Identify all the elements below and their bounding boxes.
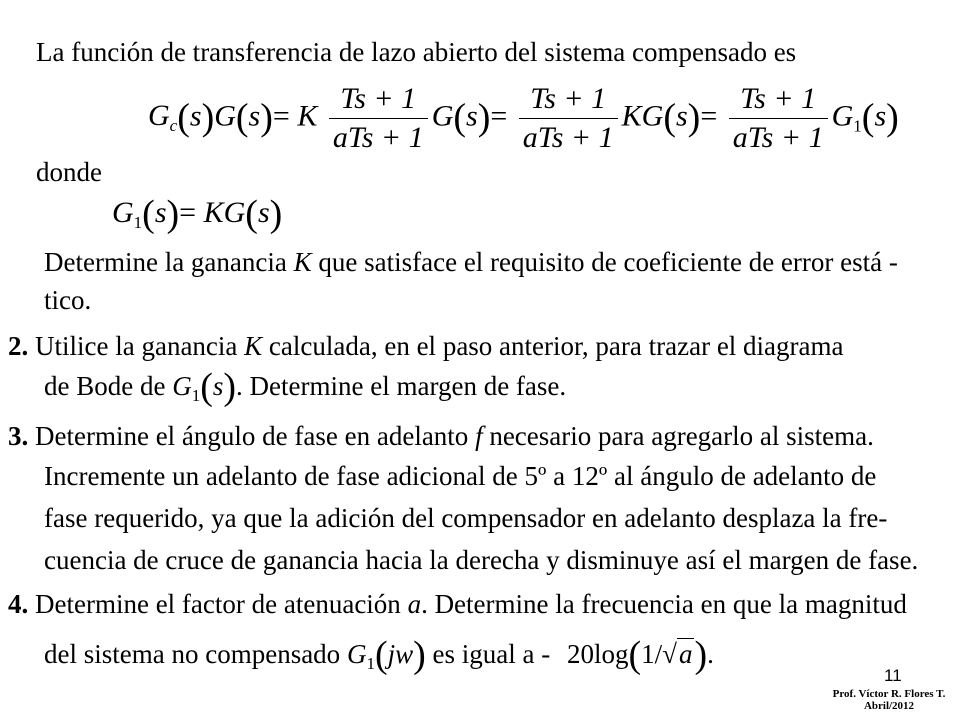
step4-line2: del sistema no compensado $G_1(jw)$ es igual a - 20log(1/√a). [44, 634, 714, 676]
step3-line4: cuencia de cruce de ganancia hacia la derecha y disminuye así el margen de fase. [44, 545, 919, 575]
step2-line2: de Bode de $G_1(s)$. Determine el margen de fase. [44, 366, 567, 408]
step2-number: 2. [8, 331, 29, 361]
donde-text: donde [36, 157, 102, 187]
page-number: 11 [884, 666, 902, 685]
step3-line1: 3. Determine el ángulo de fase en adelanto f necesario para agregarlo al sistema. [8, 421, 874, 451]
transfer-equation: $G_c(s)G(s)= K$ $\frac{Ts + 1}{\text{aTs + 1}}$ G(s)= $\frac{Ts + 1}{\text{aTs + 1}}$ KG(s)= $\frac{Ts + 1}{\text{aTs + 1}}$ $G_1(s)$ [148, 82, 899, 154]
step3-line3: fase requerido, ya que la adición del compensador en adelanto desplaza la fre- [44, 503, 888, 533]
eq1-fraction-2: $\frac{Ts + 1}{\text{aTs + 1}}$ [519, 82, 618, 155]
eq1-fraction-1: $\frac{Ts + 1}{\text{aTs + 1}}$ [329, 82, 428, 155]
step1-line2: tico. [44, 285, 92, 315]
attenuation-expression: 20log(1/√a) [566, 634, 708, 676]
step4-number: 4. [8, 589, 29, 619]
intro-text: La función de transferencia de lazo abierto del sistema compensado es [36, 37, 797, 67]
step3-number: 3. [8, 421, 29, 451]
g1-equation: $G_1(s)= KG(s)$ [112, 193, 283, 235]
eq1-gc: $G_c$ [148, 99, 178, 136]
step4-line1: 4. Determine el factor de atenuación a. Determine la frecuencia en que la magnitud [8, 589, 907, 619]
author-date: Abril/2012 [863, 700, 915, 712]
eq1-fraction-3: $\frac{Ts + 1}{\text{aTs + 1}}$ [729, 82, 828, 155]
author-credit [826, 688, 952, 712]
step2-line1: 2. Utilice la ganancia K calculada, en el paso anterior, para trazar el diagrama [8, 331, 844, 361]
step3-line2: Incremente un adelanto de fase adicional de 5º a 12º al ángulo de adelanto de [44, 461, 877, 491]
author-name: Prof. Víctor R. Flores T. [832, 688, 946, 700]
step1-line1: Determine la ganancia K que satisface el requisito de coeficiente de error está - [44, 247, 898, 277]
